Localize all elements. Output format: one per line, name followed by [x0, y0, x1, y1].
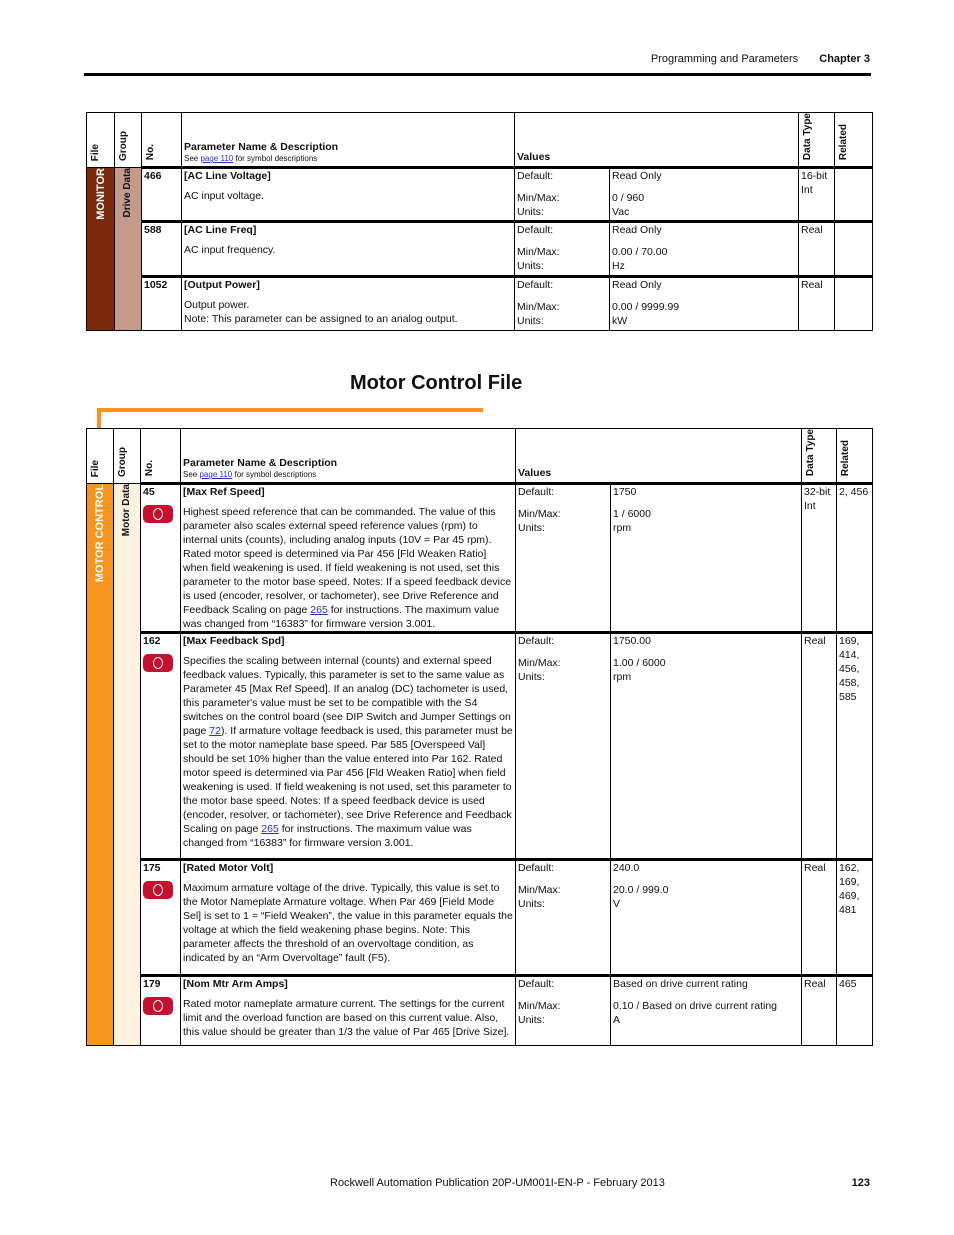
default-value: Read Only — [612, 279, 662, 292]
default-value: Read Only — [612, 224, 662, 237]
minmax-value: 20.0 / 999.0 — [613, 884, 669, 897]
param-description: Output power. — [184, 299, 250, 312]
motor-control-parameter-table — [86, 428, 873, 1046]
default-value: Based on drive current rating — [613, 978, 748, 991]
section-accent-tick — [97, 408, 101, 428]
footer-publication: Rockwell Automation Publication 20P-UM001I-EN-P - February 2013 — [330, 1177, 665, 1189]
units-value: V — [613, 898, 621, 911]
minmax-value: 0 / 960 — [612, 192, 645, 205]
param-name: [Max Ref Speed] — [183, 486, 265, 499]
related: 465 — [839, 978, 857, 991]
col-no: No. — [141, 429, 181, 484]
param-number: 466 — [144, 170, 162, 183]
default-value: 1750 — [613, 486, 637, 499]
units-value: kW — [612, 315, 628, 328]
default-value: 1750.00 — [613, 635, 651, 648]
table-row: MONITOR Drive Data 466 [AC Line Voltage] AC input voltage. Default: Min/Max: Units: Read Only 0 / 960 Vac 16-bit Int — [87, 168, 873, 222]
stop-icon — [143, 505, 173, 523]
units-value: rpm — [613, 671, 632, 684]
col-related: Related — [835, 113, 873, 168]
data-type: Real — [804, 978, 826, 991]
related: 162, 169, 469, 481 — [839, 862, 860, 917]
param-name: [AC Line Freq] — [184, 224, 257, 237]
param-description: Rated motor nameplate armature current. The settings for the current limit and the overload function are based on this current value. Also, this value should be greater than 1/3 the value of Par 465 [Drive Size]. — [183, 998, 510, 1039]
col-file: File — [87, 429, 114, 484]
minmax-value: 1.00 / 6000 — [613, 657, 666, 670]
param-number: 175 — [143, 862, 161, 875]
page-link[interactable]: 265 — [310, 604, 328, 617]
header-section: Programming and Parameters — [650, 53, 799, 65]
table-header-row — [87, 429, 873, 484]
table-row: MOTOR CONTROL Motor Data 45 [Max Ref Speed] Highest speed reference that can be commanded. The value of this parameter also scales external speed reference values (rpm) to internal units (counts), including analog inputs (10V = Par 45 rpm). Rated motor speed is determined via Par 456 [Fld Weaken Ratio] when field weakening is used. If field weakening is not used, set this parameter to the motor base speed. Notes: If a speed feedback device is used (encoder, resolver, or tachometer), see Drive Reference and Feedback Scaling on page 265 for instructions. The maximum value was changed from “16383” for firmware version 3.001. Default: Min/Max: Units: 1750 1 / 6000 rpm 32-bit Int 2, 456 — [87, 484, 873, 633]
units-value: Vac — [612, 206, 630, 219]
col-file: File — [87, 113, 115, 168]
col-values: Values — [516, 429, 802, 484]
param-description: Maximum armature voltage of the drive. Typically, this value is set to the Motor Nameplate Armature voltage. When Par 469 [Field Mode Sel] is set to 1 = “Field Weaken”, the value in this parameter equals the voltage at which the field weakening phase begins. Note: This parameter affects the threshold of an overvoltage condition, as indicated by an “Arm Overvoltage” fault (F5). — [183, 882, 513, 965]
data-type: Real — [801, 224, 823, 237]
col-data-type: Data Type — [799, 113, 835, 168]
table-row: 179 [Nom Mtr Arm Amps] Rated motor nameplate armature current. The settings for the current limit and the overload function are based on this current value. Also, this value should be greater than 1/3 the value of Par 465 [Drive Size]. Default: Min/Max: Units: Based on drive current rating 0.10 / Based on drive current rating A Real 465 — [87, 976, 873, 1046]
param-description: AC input voltage. — [184, 190, 264, 203]
data-type: 32-bit Int — [804, 486, 831, 513]
header-rule — [84, 73, 871, 76]
table-row: 175 [Rated Motor Volt] Maximum armature voltage of the drive. Typically, this value is set to the Motor Nameplate Armature voltage. When Par 469 [Field Mode Sel] is set to 1 = “Field Weaken”, the value in this parameter equals the voltage at which the field weakening phase begins. Note: This parameter affects the threshold of an overvoltage condition, as indicated by an “Arm Overvoltage” fault (F5). Default: Min/Max: Units: 240.0 20.0 / 999.0 V Real 162, 169, 469, 481 — [87, 860, 873, 976]
stop-icon — [143, 654, 173, 672]
minmax-value: 0.00 / 70.00 — [612, 246, 668, 259]
param-name: [AC Line Voltage] — [184, 170, 271, 183]
table-header-row — [87, 113, 873, 168]
param-description: Specifies the scaling between internal (counts) and external speed feedback values. Typically, this parameter is set to the same value as Parameter 45 [Max Ref Speed]. If an analog (DC) tachometer is used, this parameter's value must be set to be compatible with the S4 switches on the control board (see DIP Switch and Jumper Settings on page 72). If armature voltage feedback is used, this parameter must be set to the motor nameplate base speed. Par 585 [Overspeed Val] should be set 10% higher than the value entered into Par 162. Rated motor speed is determined via Par 456 [Fld Weaken Ratio] when field weakening is used. If field weakening is not used, set this parameter to the motor base speed. Notes: If a speed feedback device is used (encoder, resolver, or tachometer), see Drive Reference and Feedback Scaling on page 265 for instructions. The maximum value was changed from “16383” for firmware version 3.001. — [183, 655, 513, 850]
section-title: Motor Control File — [350, 372, 523, 394]
col-group: Group — [114, 429, 141, 484]
stop-icon — [143, 997, 173, 1015]
param-description: AC input frequency. — [184, 244, 276, 257]
stop-icon — [143, 881, 173, 899]
param-number: 588 — [144, 224, 162, 237]
param-number: 45 — [143, 486, 155, 499]
units-value: Hz — [612, 260, 625, 273]
page-link[interactable]: 72 — [209, 725, 221, 738]
param-number: 162 — [143, 635, 161, 648]
param-description: Highest speed reference that can be commanded. The value of this parameter also scales external speed reference values (rpm) to internal units (counts), including analog inputs (10V = Par 45 rpm). Rated motor speed is determined via Par 456 [Fld Weaken Ratio] when field weakening is used. If field weakening is not used, set this parameter to the motor base speed. Notes: If a speed feedback device is used (encoder, resolver, or tachometer), see Drive Reference and Feedback Scaling on page 265 for instructions. The maximum value was changed from “16383” for firmware version 3.001. — [183, 506, 512, 631]
symbol-page-link[interactable]: page 110 — [200, 154, 234, 164]
param-name: [Max Feedback Spd] — [183, 635, 285, 648]
col-name: Parameter Name & Description See page 110 for symbol descriptions — [181, 429, 516, 484]
related: 2, 456 — [839, 486, 869, 499]
data-type: Real — [801, 279, 823, 292]
page-link[interactable]: 265 — [261, 823, 279, 836]
col-related: Related — [837, 429, 873, 484]
param-name: [Nom Mtr Arm Amps] — [183, 978, 288, 991]
data-type: 16-bit Int — [801, 170, 828, 197]
minmax-value: 1 / 6000 — [613, 508, 651, 521]
units-value: A — [613, 1014, 621, 1027]
group-motor-data: Motor Data — [114, 484, 141, 1046]
col-no: No. — [142, 113, 182, 168]
related: 169, 414, 456, 458, 585 — [839, 635, 860, 704]
param-number: 1052 — [144, 279, 168, 292]
minmax-value: 0.10 / Based on drive current rating — [613, 1000, 778, 1013]
col-values: Values — [515, 113, 799, 168]
data-type: Real — [804, 635, 826, 648]
table-row: 1052 [Output Power] Output power. Note: This parameter can be assigned to an analog output. Default: Min/Max: Units: Read Only 0.00 / 9999.99 kW Real — [87, 277, 873, 331]
param-name: [Rated Motor Volt] — [183, 862, 274, 875]
page-header — [651, 53, 870, 65]
param-name: [Output Power] — [184, 279, 260, 292]
minmax-value: 0.00 / 9999.99 — [612, 301, 680, 314]
param-note: Note: This parameter can be assigned to an analog output. — [184, 313, 458, 326]
default-value: Read Only — [612, 170, 662, 183]
col-group: Group — [115, 113, 142, 168]
col-data-type: Data Type — [802, 429, 837, 484]
monitor-parameter-table — [86, 112, 873, 331]
file-monitor: MONITOR — [87, 168, 115, 331]
param-number: 179 — [143, 978, 161, 991]
table-row: 588 [AC Line Freq] AC input frequency. Default: Min/Max: Units: Read Only 0.00 / 70.00 Hz Real — [87, 222, 873, 277]
data-type: Real — [804, 862, 826, 875]
units-value: rpm — [613, 522, 632, 535]
group-drive-data: Drive Data — [115, 168, 142, 331]
default-value: 240.0 — [613, 862, 640, 875]
symbol-page-link[interactable]: page 110 — [199, 470, 233, 480]
col-name: Parameter Name & Description See page 110 for symbol descriptions — [182, 113, 515, 168]
table-row: 162 [Max Feedback Spd] Specifies the scaling between internal (counts) and external speed feedback values. Typically, this parameter is set to the same value as Parameter 45 [Max Ref Speed]. If an analog (DC) tachometer is used, this parameter's value must be set to be compatible with the S4 switches on the control board (see DIP Switch and Jumper Settings on page 72). If armature voltage feedback is used, this parameter must be set to the motor nameplate base speed. Par 585 [Overspeed Val] should be set 10% higher than the value entered into Par 162. Rated motor speed is determined via Par 456 [Fld Weaken Ratio] when field weakening is used. If field weakening is not used, set this parameter to the motor base speed. Notes: If a speed feedback device is used (encoder, resolver, or tachometer), see Drive Reference and Feedback Scaling on page 265 for instructions. The maximum value was changed from “16383” for firmware version 3.001. Default: Min/Max: Units: 1750.00 1.00 / 6000 rpm Real 169, 414, 456, 458, 585 — [87, 633, 873, 860]
file-motor-control: MOTOR CONTROL — [87, 484, 114, 1046]
header-chapter: Chapter 3 — [819, 53, 870, 65]
page-number: 123 — [851, 1177, 870, 1189]
section-accent-bar — [97, 408, 483, 412]
